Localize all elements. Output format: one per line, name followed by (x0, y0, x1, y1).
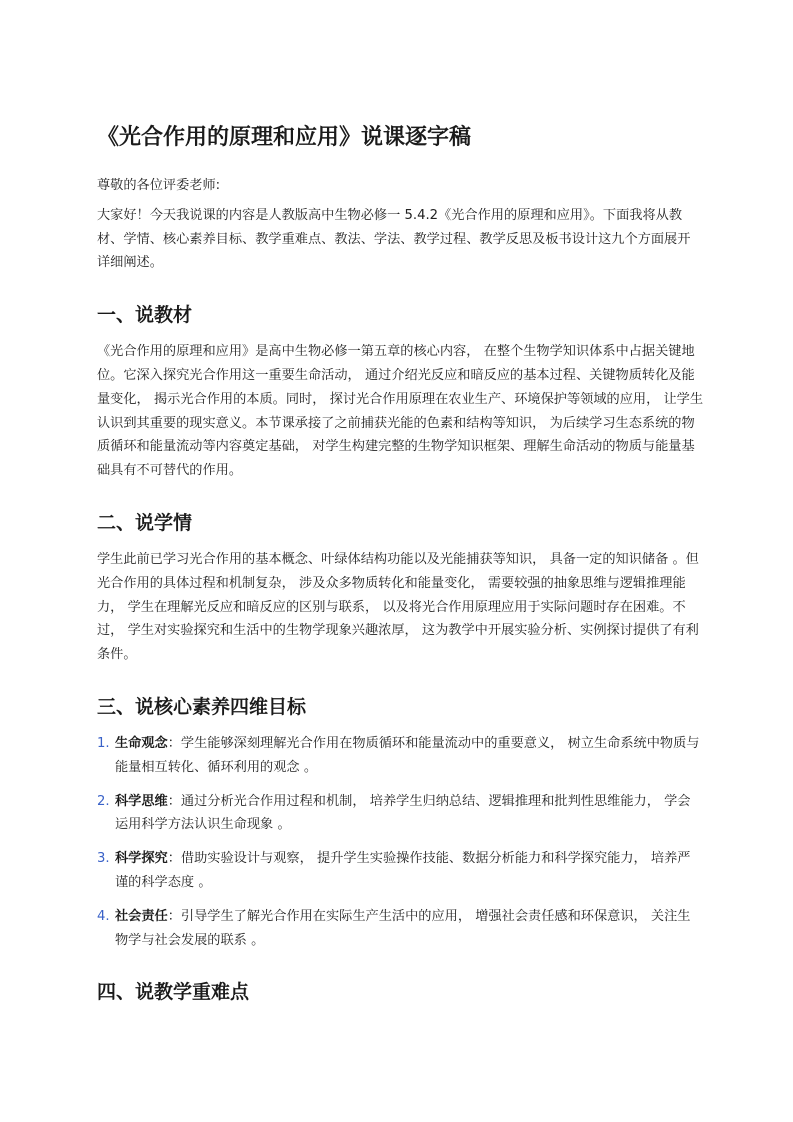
list-item-number: 3. (97, 851, 110, 867)
section-heading-core-goals: 三、说核心素养四维目标 (97, 695, 307, 718)
list-item-number: 2. (97, 793, 110, 809)
core-goals-list (97, 732, 703, 952)
section-heading-textbook: 一、说教材 (97, 304, 193, 327)
list-item-number: 4. (97, 908, 110, 924)
list-item (97, 847, 703, 895)
goal-text: ：借助实验设计与观察， 提升学生实验操作技能、数据分析能力和科学探究能力， 培养严谨的科学态度 。 (115, 851, 691, 890)
section-body-student-analysis: 学生此前已学习光合作用的基本概念、叶绿体结构功能以及光能捕获等知识， 具备一定的知识储备 。但光合作用的具体过程和机制复杂， 涉及众多物质转化和能量变化， 需要较强的抽象思维与逻辑推理能力， 学生在理解光反应和暗反应的区别与联系， 以及将光合作用原理应用于实际问题时存在困难。不过， 学生对实验探究和生活中的生物学现象兴趣浓厚， 这为教学中开展实验分析、实例探讨提供了有利条件。 (97, 551, 699, 663)
document-title: 《光合作用的原理和应用》说课逐字稿 (97, 125, 472, 150)
document-page (97, 118, 703, 1017)
list-item (97, 790, 703, 838)
goal-term: 社会责任 (115, 908, 168, 924)
list-item (97, 732, 703, 780)
intro-paragraph: 大家好！今天我说课的内容是人教版高中生物必修一 5.4.2《光合作用的原理和应用》。下面我将从教材、学情、核心素养目标、教学重难点、教法、学法、教学过程、教学反思及板书设计这九个方面展开详细阐述。 (97, 207, 691, 271)
goal-text: ：引导学生了解光合作用在实际生产生活中的应用， 增强社会责任感和环保意识， 关注生物学与社会发展的联系 。 (115, 908, 691, 948)
section-heading-key-points: 四、说教学重难点 (97, 981, 250, 1004)
goal-text: ：学生能够深刻理解光合作用在物质循环和能量流动中的重要意义， 树立生命系统中物质与能量相互转化、循环利用的观念 。 (115, 735, 700, 775)
goal-term: 科学思维 (115, 793, 168, 809)
goal-term: 科学探究 (115, 851, 168, 867)
list-item-number: 1. (97, 735, 110, 751)
goal-term: 生命观念 (115, 735, 168, 751)
list-item (97, 905, 703, 953)
section-heading-student-analysis: 二、说学情 (97, 511, 193, 534)
salutation: 尊敬的各位评委老师: (97, 178, 221, 193)
goal-text: ：通过分析光合作用过程和机制， 培养学生归纳总结、逻辑推理和批判性思维能力， 学会运用科学方法认识生命现象 。 (115, 793, 691, 833)
section-body-textbook: 《光合作用的原理和应用》是高中生物必修一第五章的核心内容， 在整个生物学知识体系中占据关键地位。它深入探究光合作用这一重要生命活动， 通过介绍光反应和暗反应的基本过程、关键物质转化及能量变化， 揭示光合作用的本质。同时， 探讨光合作用原理在农业生产、环境保护等领域的应用， 让学生认识到其重要的现实意义。本节课承接了之前捕获光能的色素和结构等知识， 为后续学习生态系统的物质循环和能量流动等内容奠定基础， 对学生构建完整的生物学知识框架、理解生命活动的物质与能量基础具有不可替代的作用。 (97, 344, 704, 479)
